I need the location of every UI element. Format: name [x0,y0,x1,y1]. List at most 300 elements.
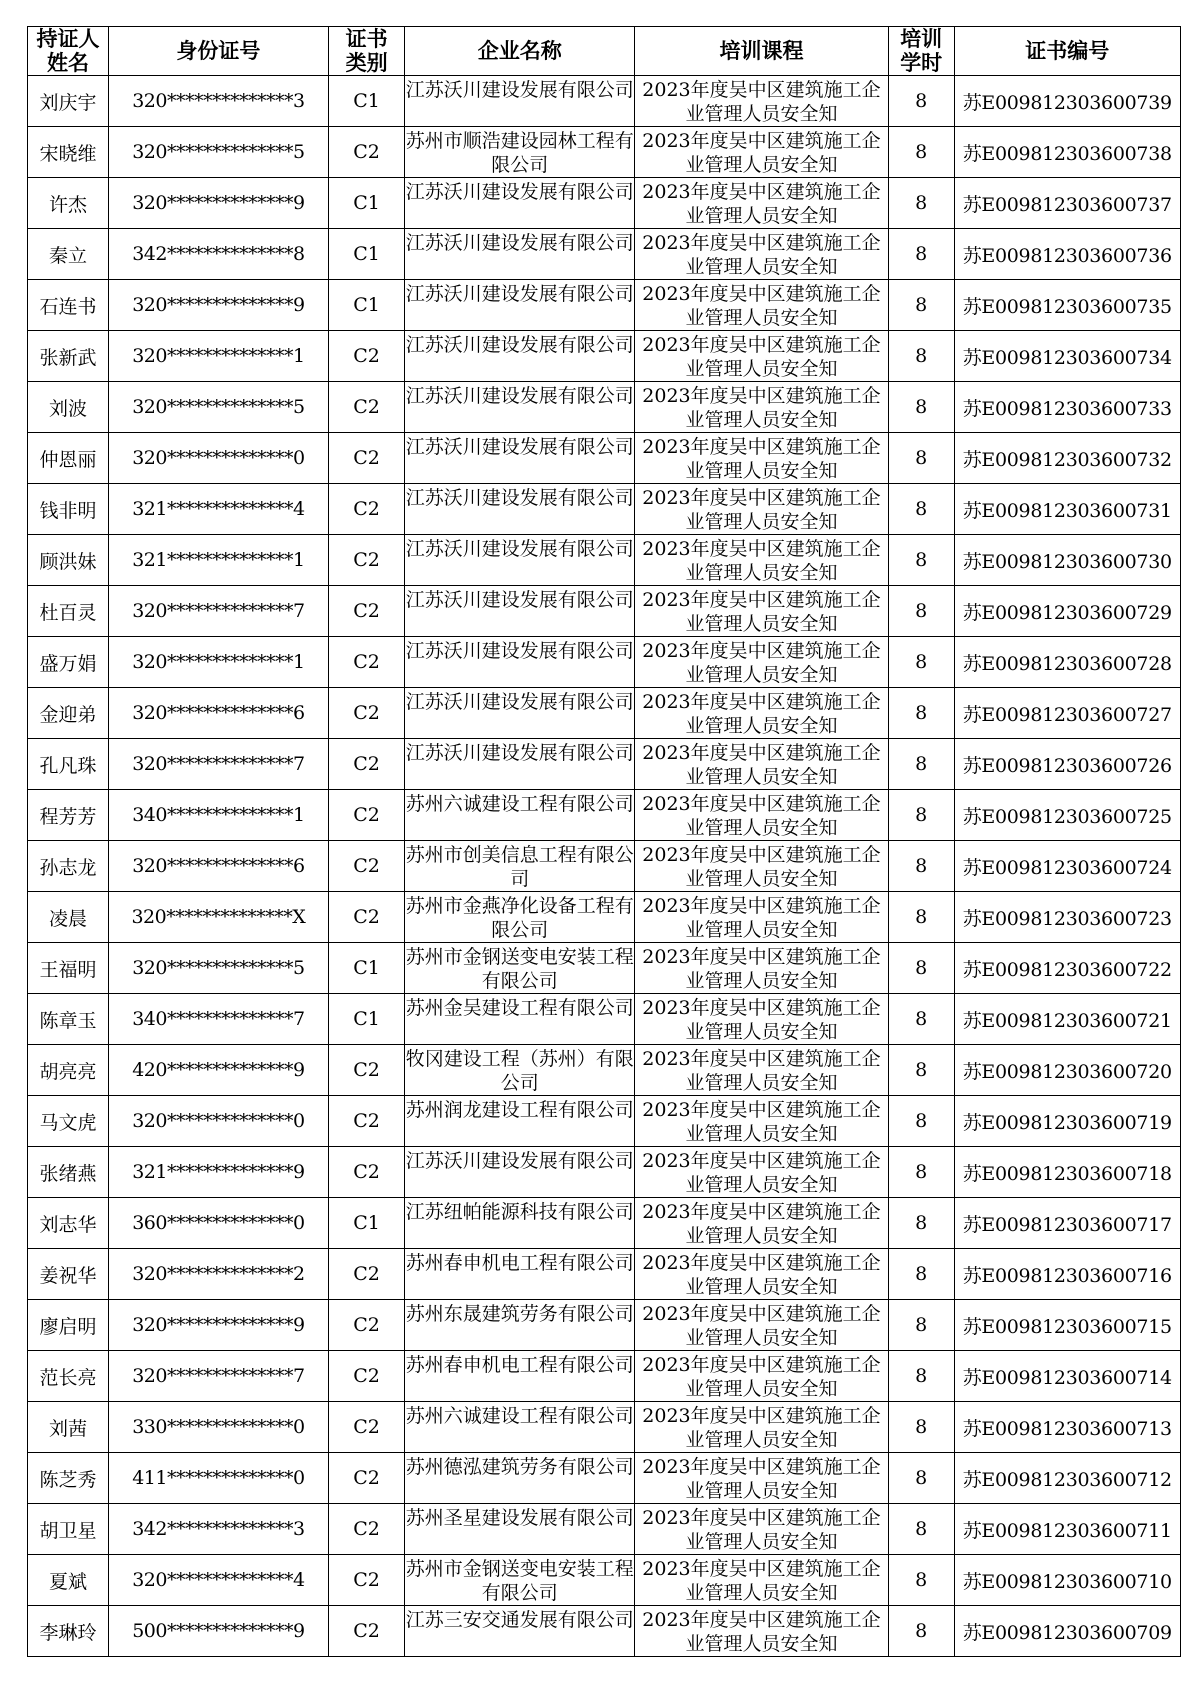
table-row [28,331,1181,382]
id-number-cell: 320**************9 [108,280,328,331]
cert-type-cell: C2 [328,841,405,892]
training-hours-cell: 8 [888,994,954,1045]
course-name-cell [635,1147,889,1198]
training-hours-cell: 8 [888,331,954,382]
holder-name-cell: 姜祝华 [28,1249,109,1300]
training-hours-cell: 8 [888,76,954,127]
course-name-cell [635,382,889,433]
holder-name-cell: 马文虎 [28,1096,109,1147]
course-name-cell [635,280,889,331]
cert-number-cell: 苏E009812303600728 [954,637,1181,688]
cert-type-cell: C2 [328,433,405,484]
holder-name-cell: 金迎弟 [28,688,109,739]
holder-name-cell: 石连书 [28,280,109,331]
table-row [28,739,1181,790]
training-hours-cell: 8 [888,433,954,484]
course-name-cell-text: 2023年度吴中区建筑施工企业管理人员安全知 [642,588,881,635]
holder-name-cell: 孔凡珠 [28,739,109,790]
company-name-cell-text: 江苏沃川建设发展有限公司 [405,690,634,713]
table-row [28,1351,1181,1402]
cert-type-cell: C2 [328,331,405,382]
training-hours-cell: 8 [888,1147,954,1198]
cert-type-cell: C2 [328,1096,405,1147]
company-name-cell [405,739,635,790]
cert-type-cell: C1 [328,943,405,994]
id-number-cell: 320**************7 [108,1351,328,1402]
company-name-cell [405,1453,635,1504]
company-name-cell-text: 江苏沃川建设发展有限公司 [405,588,634,611]
training-hours-cell: 8 [888,1096,954,1147]
course-name-cell-text: 2023年度吴中区建筑施工企业管理人员安全知 [642,843,881,890]
id-number-cell: 320**************2 [108,1249,328,1300]
company-name-cell [405,1096,635,1147]
cert-number-cell: 苏E009812303600714 [954,1351,1181,1402]
company-name-cell [405,841,635,892]
table-row [28,994,1181,1045]
table-row [28,1249,1181,1300]
course-name-cell-text: 2023年度吴中区建筑施工企业管理人员安全知 [642,690,881,737]
course-name-cell-text: 2023年度吴中区建筑施工企业管理人员安全知 [642,1608,881,1655]
course-name-cell [635,688,889,739]
cert-type-cell: C2 [328,1453,405,1504]
id-number-cell: 320**************4 [108,1555,328,1606]
company-name-cell [405,1249,635,1300]
company-name-cell-text: 江苏沃川建设发展有限公司 [405,333,634,356]
course-name-cell-text: 2023年度吴中区建筑施工企业管理人员安全知 [642,486,881,533]
company-name-cell [405,76,635,127]
company-name-cell-text: 江苏沃川建设发展有限公司 [405,384,634,407]
table-row [28,1555,1181,1606]
table-row [28,790,1181,841]
training-hours-cell: 8 [888,586,954,637]
course-name-cell-text: 2023年度吴中区建筑施工企业管理人员安全知 [642,1506,881,1553]
table-row [28,637,1181,688]
id-number-cell: 320**************0 [108,1096,328,1147]
company-name-cell [405,892,635,943]
holder-name-cell: 凌晨 [28,892,109,943]
company-name-cell [405,586,635,637]
cert-number-cell: 苏E009812303600730 [954,535,1181,586]
company-name-cell [405,331,635,382]
course-name-cell [635,790,889,841]
header-course: 培训课程 [635,27,889,76]
id-number-cell: 411**************0 [108,1453,328,1504]
company-name-cell [405,1198,635,1249]
company-name-cell-text: 苏州德泓建筑劳务有限公司 [405,1455,634,1478]
company-name-cell [405,280,635,331]
course-name-cell [635,994,889,1045]
cert-type-cell: C2 [328,1045,405,1096]
holder-name-cell: 许杰 [28,178,109,229]
id-number-cell: 320**************1 [108,637,328,688]
cert-number-cell: 苏E009812303600718 [954,1147,1181,1198]
cert-type-cell: C1 [328,229,405,280]
company-name-cell [405,994,635,1045]
company-name-cell-text: 苏州东晟建筑劳务有限公司 [405,1302,634,1325]
cert-number-cell: 苏E009812303600715 [954,1300,1181,1351]
cert-number-cell: 苏E009812303600734 [954,331,1181,382]
company-name-cell [405,1147,635,1198]
cert-type-cell: C2 [328,1300,405,1351]
table-row [28,433,1181,484]
cert-number-cell: 苏E009812303600729 [954,586,1181,637]
header-cert-type: 证书类别 [328,27,405,76]
certificate-roster-table [27,26,1181,1657]
cert-type-cell: C2 [328,892,405,943]
course-name-cell-text: 2023年度吴中区建筑施工企业管理人员安全知 [642,384,881,431]
cert-type-cell: C2 [328,1351,405,1402]
company-name-cell-text: 苏州市金燕净化设备工程有限公司 [405,894,634,941]
company-name-cell-text: 江苏沃川建设发展有限公司 [405,639,634,662]
cert-number-cell: 苏E009812303600739 [954,76,1181,127]
course-name-cell-text: 2023年度吴中区建筑施工企业管理人员安全知 [642,1200,881,1247]
course-name-cell [635,1504,889,1555]
course-name-cell [635,484,889,535]
course-name-cell [635,433,889,484]
company-name-cell [405,382,635,433]
cert-type-cell: C2 [328,1504,405,1555]
cert-number-cell: 苏E009812303600738 [954,127,1181,178]
table-row [28,841,1181,892]
cert-number-cell: 苏E009812303600737 [954,178,1181,229]
training-hours-cell: 8 [888,1555,954,1606]
course-name-cell-text: 2023年度吴中区建筑施工企业管理人员安全知 [642,894,881,941]
id-number-cell: 420**************9 [108,1045,328,1096]
id-number-cell: 320**************9 [108,178,328,229]
company-name-cell-text: 江苏沃川建设发展有限公司 [405,180,634,203]
course-name-cell-text: 2023年度吴中区建筑施工企业管理人员安全知 [642,180,881,227]
course-name-cell-text: 2023年度吴中区建筑施工企业管理人员安全知 [642,1353,881,1400]
company-name-cell [405,1402,635,1453]
holder-name-cell: 胡卫星 [28,1504,109,1555]
company-name-cell [405,535,635,586]
holder-name-cell: 顾洪妹 [28,535,109,586]
cert-type-cell: C1 [328,280,405,331]
cert-number-cell: 苏E009812303600721 [954,994,1181,1045]
training-hours-cell: 8 [888,1300,954,1351]
course-name-cell-text: 2023年度吴中区建筑施工企业管理人员安全知 [642,1149,881,1196]
company-name-cell-text: 江苏沃川建设发展有限公司 [405,486,634,509]
cert-type-cell: C2 [328,1606,405,1657]
cert-type-cell: C2 [328,586,405,637]
holder-name-cell: 盛万娟 [28,637,109,688]
id-number-cell: 342**************3 [108,1504,328,1555]
course-name-cell [635,331,889,382]
course-name-cell [635,892,889,943]
course-name-cell [635,535,889,586]
id-number-cell: 320**************5 [108,127,328,178]
course-name-cell [635,841,889,892]
course-name-cell [635,127,889,178]
company-name-cell [405,637,635,688]
cert-number-cell: 苏E009812303600716 [954,1249,1181,1300]
id-number-cell: 320**************7 [108,586,328,637]
header-id-number: 身份证号 [108,27,328,76]
cert-type-cell: C2 [328,739,405,790]
company-name-cell-text: 江苏沃川建设发展有限公司 [405,435,634,458]
course-name-cell-text: 2023年度吴中区建筑施工企业管理人员安全知 [642,435,881,482]
holder-name-cell: 刘庆宇 [28,76,109,127]
id-number-cell: 360**************0 [108,1198,328,1249]
id-number-cell: 320**************0 [108,433,328,484]
company-name-cell-text: 苏州润龙建设工程有限公司 [405,1098,634,1121]
cert-number-cell: 苏E009812303600719 [954,1096,1181,1147]
cert-type-cell: C2 [328,484,405,535]
course-name-cell-text: 2023年度吴中区建筑施工企业管理人员安全知 [642,1098,881,1145]
company-name-cell [405,229,635,280]
cert-number-cell: 苏E009812303600726 [954,739,1181,790]
cert-number-cell: 苏E009812303600722 [954,943,1181,994]
table-row [28,892,1181,943]
company-name-cell-text: 苏州市创美信息工程有限公司 [405,843,634,890]
cert-type-cell: C2 [328,127,405,178]
header-row [28,27,1181,76]
company-name-cell-text: 江苏三安交通发展有限公司 [405,1608,634,1631]
holder-name-cell: 胡亮亮 [28,1045,109,1096]
company-name-cell [405,943,635,994]
company-name-cell-text: 江苏沃川建设发展有限公司 [405,231,634,254]
cert-number-cell: 苏E009812303600723 [954,892,1181,943]
id-number-cell: 320**************1 [108,331,328,382]
course-name-cell [635,586,889,637]
cert-number-cell: 苏E009812303600732 [954,433,1181,484]
course-name-cell-text: 2023年度吴中区建筑施工企业管理人员安全知 [642,1251,881,1298]
company-name-cell-text: 苏州市金钢送变电安装工程有限公司 [405,1557,634,1604]
table-row [28,229,1181,280]
id-number-cell: 320**************X [108,892,328,943]
training-hours-cell: 8 [888,1402,954,1453]
training-hours-cell: 8 [888,841,954,892]
cert-number-cell: 苏E009812303600731 [954,484,1181,535]
cert-number-cell: 苏E009812303600724 [954,841,1181,892]
company-name-cell [405,1045,635,1096]
holder-name-cell: 刘波 [28,382,109,433]
course-name-cell-text: 2023年度吴中区建筑施工企业管理人员安全知 [642,996,881,1043]
cert-type-cell: C1 [328,76,405,127]
training-hours-cell: 8 [888,688,954,739]
course-name-cell-text: 2023年度吴中区建筑施工企业管理人员安全知 [642,282,881,329]
course-name-cell-text: 2023年度吴中区建筑施工企业管理人员安全知 [642,1404,881,1451]
course-name-cell-text: 2023年度吴中区建筑施工企业管理人员安全知 [642,78,881,125]
roster-body [28,76,1181,1657]
id-number-cell: 500**************9 [108,1606,328,1657]
holder-name-cell: 孙志龙 [28,841,109,892]
training-hours-cell: 8 [888,178,954,229]
holder-name-cell: 夏斌 [28,1555,109,1606]
course-name-cell-text: 2023年度吴中区建筑施工企业管理人员安全知 [642,129,881,176]
table-row [28,1453,1181,1504]
id-number-cell: 320**************5 [108,382,328,433]
id-number-cell: 320**************6 [108,688,328,739]
training-hours-cell: 8 [888,484,954,535]
course-name-cell-text: 2023年度吴中区建筑施工企业管理人员安全知 [642,945,881,992]
header-holder: 持证人姓名 [28,27,109,76]
company-name-cell-text: 江苏沃川建设发展有限公司 [405,741,634,764]
id-number-cell: 321**************1 [108,535,328,586]
cert-type-cell: C2 [328,535,405,586]
training-hours-cell: 8 [888,280,954,331]
cert-number-cell: 苏E009812303600720 [954,1045,1181,1096]
cert-type-cell: C2 [328,637,405,688]
id-number-cell: 321**************4 [108,484,328,535]
cert-number-cell: 苏E009812303600725 [954,790,1181,841]
holder-name-cell: 宋晓维 [28,127,109,178]
table-row [28,484,1181,535]
holder-name-cell: 程芳芳 [28,790,109,841]
course-name-cell-text: 2023年度吴中区建筑施工企业管理人员安全知 [642,639,881,686]
training-hours-cell: 8 [888,127,954,178]
holder-name-cell: 李琳玲 [28,1606,109,1657]
company-name-cell-text: 苏州市金钢送变电安装工程有限公司 [405,945,634,992]
company-name-cell-text: 江苏沃川建设发展有限公司 [405,537,634,560]
training-hours-cell: 8 [888,1249,954,1300]
id-number-cell: 320**************3 [108,76,328,127]
course-name-cell [635,1606,889,1657]
company-name-cell-text: 苏州市顺浩建设园林工程有限公司 [405,129,634,176]
holder-name-cell: 廖启明 [28,1300,109,1351]
cert-type-cell: C2 [328,1402,405,1453]
table-row [28,1300,1181,1351]
table-row [28,127,1181,178]
cert-number-cell: 苏E009812303600710 [954,1555,1181,1606]
cert-number-cell: 苏E009812303600735 [954,280,1181,331]
id-number-cell: 320**************6 [108,841,328,892]
course-name-cell [635,1402,889,1453]
cert-type-cell: C2 [328,1555,405,1606]
course-name-cell [635,1198,889,1249]
company-name-cell-text: 江苏沃川建设发展有限公司 [405,282,634,305]
cert-type-cell: C2 [328,790,405,841]
cert-number-cell: 苏E009812303600717 [954,1198,1181,1249]
table-row [28,1096,1181,1147]
cert-type-cell: C2 [328,1249,405,1300]
cert-type-cell: C1 [328,1198,405,1249]
holder-name-cell: 陈章玉 [28,994,109,1045]
header-hours: 培训学时 [888,27,954,76]
table-row [28,586,1181,637]
training-hours-cell: 8 [888,535,954,586]
holder-name-cell: 杜百灵 [28,586,109,637]
cert-number-cell: 苏E009812303600712 [954,1453,1181,1504]
table-row [28,1045,1181,1096]
course-name-cell-text: 2023年度吴中区建筑施工企业管理人员安全知 [642,1047,881,1094]
company-name-cell-text: 苏州六诚建设工程有限公司 [405,1404,634,1427]
company-name-cell-text: 牧冈建设工程（苏州）有限公司 [405,1047,634,1094]
training-hours-cell: 8 [888,1504,954,1555]
company-name-cell-text: 江苏沃川建设发展有限公司 [405,1149,634,1172]
table-row [28,382,1181,433]
table-row [28,535,1181,586]
course-name-cell-text: 2023年度吴中区建筑施工企业管理人员安全知 [642,1455,881,1502]
cert-number-cell: 苏E009812303600709 [954,1606,1181,1657]
course-name-cell [635,1045,889,1096]
training-hours-cell: 8 [888,739,954,790]
course-name-cell [635,1453,889,1504]
cert-type-cell: C2 [328,382,405,433]
course-name-cell-text: 2023年度吴中区建筑施工企业管理人员安全知 [642,537,881,584]
company-name-cell [405,484,635,535]
company-name-cell [405,688,635,739]
course-name-cell [635,1300,889,1351]
company-name-cell-text: 苏州六诚建设工程有限公司 [405,792,634,815]
holder-name-cell: 张新武 [28,331,109,382]
training-hours-cell: 8 [888,229,954,280]
company-name-cell [405,127,635,178]
holder-name-cell: 钱非明 [28,484,109,535]
course-name-cell [635,178,889,229]
training-hours-cell: 8 [888,1045,954,1096]
company-name-cell [405,433,635,484]
company-name-cell [405,790,635,841]
course-name-cell-text: 2023年度吴中区建筑施工企业管理人员安全知 [642,1302,881,1349]
course-name-cell [635,1096,889,1147]
cert-type-cell: C2 [328,1147,405,1198]
training-hours-cell: 8 [888,943,954,994]
holder-name-cell: 刘志华 [28,1198,109,1249]
training-hours-cell: 8 [888,1198,954,1249]
course-name-cell [635,76,889,127]
table-row [28,178,1181,229]
course-name-cell-text: 2023年度吴中区建筑施工企业管理人员安全知 [642,741,881,788]
company-name-cell-text: 苏州春申机电工程有限公司 [405,1251,634,1274]
id-number-cell: 320**************9 [108,1300,328,1351]
holder-name-cell: 仲恩丽 [28,433,109,484]
cert-number-cell: 苏E009812303600727 [954,688,1181,739]
course-name-cell-text: 2023年度吴中区建筑施工企业管理人员安全知 [642,1557,881,1604]
table-row [28,1198,1181,1249]
company-name-cell-text: 苏州春申机电工程有限公司 [405,1353,634,1376]
company-name-cell-text: 江苏纽帕能源科技有限公司 [405,1200,634,1223]
holder-name-cell: 范长亮 [28,1351,109,1402]
table-row [28,1606,1181,1657]
cert-number-cell: 苏E009812303600733 [954,382,1181,433]
cert-number-cell: 苏E009812303600711 [954,1504,1181,1555]
cert-type-cell: C2 [328,688,405,739]
company-name-cell [405,1300,635,1351]
training-hours-cell: 8 [888,1453,954,1504]
company-name-cell [405,1606,635,1657]
company-name-cell-text: 江苏沃川建设发展有限公司 [405,78,634,101]
training-hours-cell: 8 [888,637,954,688]
id-number-cell: 320**************7 [108,739,328,790]
course-name-cell [635,1555,889,1606]
holder-name-cell: 陈芝秀 [28,1453,109,1504]
course-name-cell [635,1351,889,1402]
company-name-cell [405,1351,635,1402]
company-name-cell-text: 苏州金吴建设工程有限公司 [405,996,634,1019]
course-name-cell-text: 2023年度吴中区建筑施工企业管理人员安全知 [642,333,881,380]
cert-type-cell: C1 [328,994,405,1045]
table-row [28,943,1181,994]
course-name-cell-text: 2023年度吴中区建筑施工企业管理人员安全知 [642,792,881,839]
header-cert-no: 证书编号 [954,27,1181,76]
id-number-cell: 340**************1 [108,790,328,841]
training-hours-cell: 8 [888,1606,954,1657]
training-hours-cell: 8 [888,382,954,433]
course-name-cell [635,229,889,280]
holder-name-cell: 秦立 [28,229,109,280]
holder-name-cell: 张绪燕 [28,1147,109,1198]
holder-name-cell: 王福明 [28,943,109,994]
training-hours-cell: 8 [888,790,954,841]
course-name-cell [635,739,889,790]
id-number-cell: 340**************7 [108,994,328,1045]
table-row [28,1402,1181,1453]
holder-name-cell: 刘茜 [28,1402,109,1453]
cert-number-cell: 苏E009812303600713 [954,1402,1181,1453]
course-name-cell [635,943,889,994]
header-company: 企业名称 [405,27,635,76]
